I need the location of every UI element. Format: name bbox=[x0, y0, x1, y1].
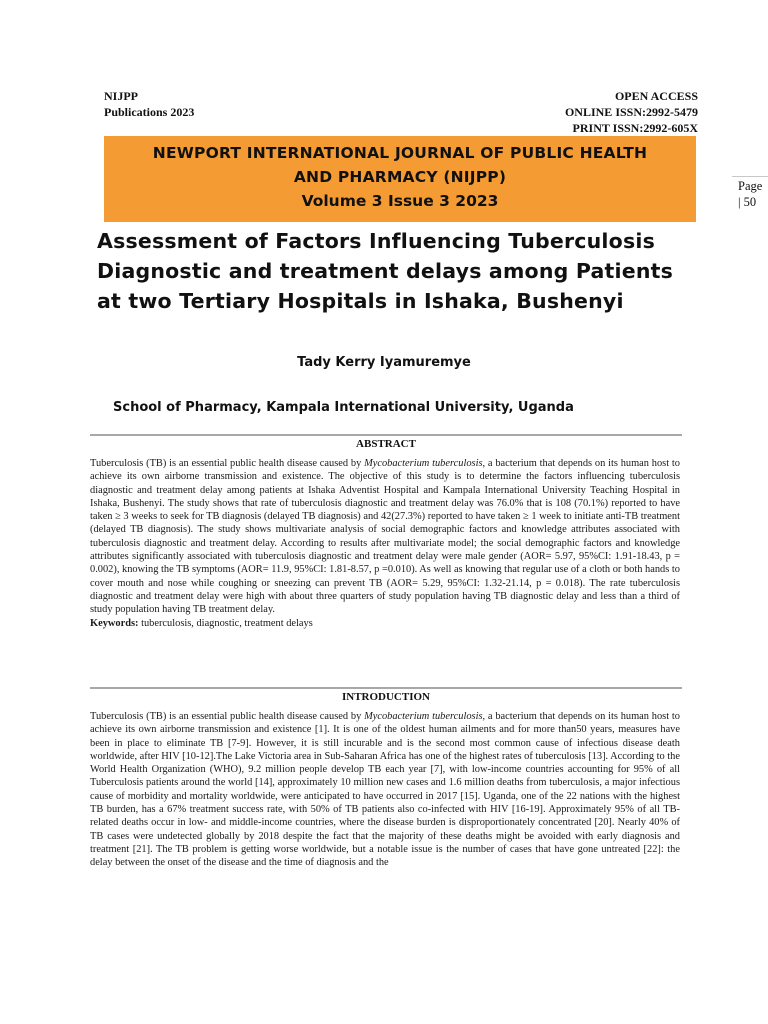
page-value: | 50 bbox=[738, 195, 757, 209]
abstract-top-rule bbox=[90, 434, 682, 436]
journal-title bbox=[104, 136, 696, 189]
abstract-species-name: Mycobacterium tuberculosis bbox=[364, 458, 483, 469]
print-issn: PRINT ISSN:2992-605X bbox=[572, 121, 698, 135]
abstract-body bbox=[90, 457, 680, 630]
keywords-line bbox=[90, 617, 680, 630]
header-left bbox=[104, 88, 194, 120]
page-number bbox=[738, 178, 762, 210]
journal-title-line-1: NEWPORT INTERNATIONAL JOURNAL OF PUBLIC HEALTH bbox=[152, 144, 648, 162]
journal-abbrev: NIJPP bbox=[104, 89, 138, 103]
intro-species-name: Mycobacterium tuberculosis bbox=[364, 711, 483, 722]
abstract-paragraph bbox=[90, 457, 680, 617]
journal-title-line-2: AND PHARMACY (NIJPP) bbox=[293, 168, 507, 186]
abstract-heading: ABSTRACT bbox=[356, 438, 416, 450]
keywords-label: Keywords: bbox=[90, 617, 139, 629]
title-line-3: at two Tertiary Hospitals in Ishaka, Bushenyi bbox=[97, 289, 624, 313]
title-line-1: Assessment of Factors Influencing Tuberculosis bbox=[97, 229, 655, 253]
online-issn: ONLINE ISSN:2992-5479 bbox=[564, 105, 698, 119]
introduction-top-rule bbox=[90, 687, 682, 689]
publication-year: Publications 2023 bbox=[104, 105, 195, 119]
introduction-heading: INTRODUCTION bbox=[341, 691, 430, 703]
author-name: Tady Kerry Iyamuremye bbox=[297, 355, 471, 370]
introduction-body bbox=[90, 710, 680, 870]
intro-text-start: Tuberculosis (TB) is an essential public health disease caused by bbox=[90, 711, 365, 722]
author-affiliation: School of Pharmacy, Kampala International University, Uganda bbox=[113, 400, 574, 415]
title-line-2: Diagnostic and treatment delays among Patients bbox=[97, 259, 674, 283]
volume-issue: Volume 3 Issue 3 2023 bbox=[301, 192, 499, 210]
introduction-paragraph bbox=[90, 710, 680, 870]
intro-text-rest: , a bacterium that depends on its human host to achieve its own airborne transmission and existence [1]. It is one of the oldest human ailments and for more than50 years, measures have been in place to eliminate TB [7-9]. However, it is still incurable and is the second most common cause of infectious disease death worldwide, after HIV [10-12].The Lake Victoria area in Sub-Saharan Africa has one of the highest rates of tuberculosis [13]. According to the World Health Organization (WHO), 9.2 million people develop TB each year [7], with low-income countries accounting for 95% of all Tuberculosis patients around the world [14], approximately 10 million new cases and 1.6 million deaths from tuberculosis, a major infectious cause of morbidity and mortality worldwide, were anticipated to have occurred in 2017 [15]. Uganda, one of the 22 nations with the highest TB burden, has a 67% treatment success rate, with 50% of TB patients also co-infected with HIV [16-19]. Approximately 95% of all TB-related deaths occur in low- and middle-income countries, where the disease burden is disproportionately concentrated [20]. Nearly 40% of TB cases were undetected globally by 2018 despite the fact that the majority of these deaths might be avoided with early diagnosis and treatment [21]. The TB problem is getting worse worldwide, but a notable issue is the number of cases that have gone untreated [22]: the delay between the onset of the disease and the time of diagnosis and the bbox=[90, 711, 680, 869]
abstract-text-start: Tuberculosis (TB) is an essential public health disease caused by bbox=[90, 458, 365, 469]
page-label: Page bbox=[738, 179, 763, 193]
journal-banner bbox=[104, 136, 696, 222]
article-title bbox=[97, 226, 717, 316]
open-access-label: OPEN ACCESS bbox=[614, 89, 698, 103]
abstract-text-rest: , a bacterium that depends on its human host to achieve its own airborne transmission and existence. The objective of this study is to determine the factors influencing tuberculosis diagnostic and treatment delay among patients at Ishaka Adventist Hospital and Kampala International University Teaching Hospital in Ishaka, Bushenyi. The study shows that rate of tuberculosis diagnostic and treatment delay was 76.0% that is 108 (70.1%) reported to have taken ≥ 3 weeks to seek for TB diagnosis (delayed TB diagnosis) and 42(27.3%) reported to have taken ≥ 1 week to initiate anti-TB treatment (delayed TB diagnosis). The study shows multivariate analysis of social demographic factors and knowledge attributes associated with tuberculosis diagnostic and treatment delay. According to results after multivariate model; the social demographic factors and knowledge attributes significantly associated with tuberculosis diagnostic and treatment delay were male gender (AOR= 5.97, 95%CI: 1.91-18.43, p = 0.002), knowing the TB symptoms (AOR= 11.9, 95%CI: 1.81-8.57, p =0.010). As well as knowing that regular use of a cloth or both hands to cover mouth and nose while coughing or sneezing can prevent TB (AOR= 5.29, 95%CI: 1.32-21.14, p = 0.018). The rate tuberculosis diagnostic and treatment delay were high with about three quarters of study population having TB diagnostic delay and less than a third of study population having TB treatment delay. bbox=[90, 458, 680, 616]
keywords-list: tuberculosis, diagnostic, treatment delays bbox=[138, 617, 313, 629]
header-right bbox=[565, 88, 698, 136]
page-divider bbox=[732, 176, 768, 177]
